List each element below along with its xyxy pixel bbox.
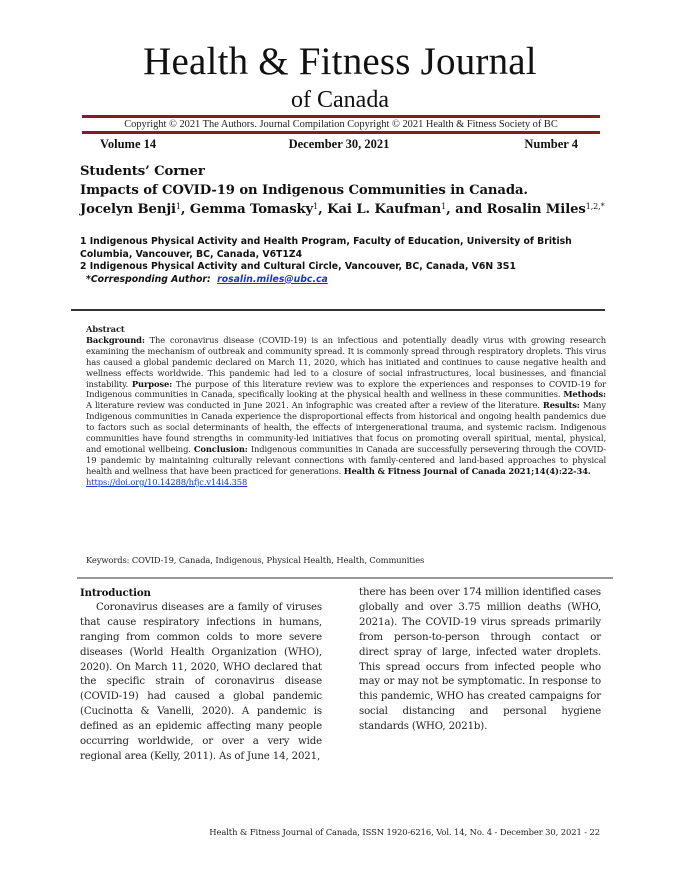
abstract bbox=[86, 324, 606, 488]
affiliation-line: 1 Indigenous Physical Activity and Health Program, Faculty of Education, University of British bbox=[80, 236, 572, 247]
background-text: The coronavirus disease (COVID-19) is an infectious and potentially deadly virus with growing research examining the mechanism of outbreak and community spread. It is commonly spread through respiratory droplets. This virus has caused a global pandemic declared on March 11, 2020, which has initiated and continues to cause negative health and wellness effects worldwide. This pandemic had led to a closure of social infrastructures, local businesses, and financial instability. bbox=[86, 334, 606, 389]
author-separator: , bbox=[318, 202, 328, 217]
page-footer: Health & Fitness Journal of Canada, ISSN 1920-6216, Vol. 14, No. 4 - December 30, 2021 - 22 bbox=[209, 827, 600, 837]
methods-label: Methods: bbox=[563, 389, 606, 400]
introduction-heading: Introduction bbox=[80, 587, 151, 599]
citation: Health & Fitness Journal of Canada 2021;14(4):22-34. bbox=[343, 465, 591, 476]
conclusion-text: Indigenous communities in Canada are successfully persevering through the COVID-19 pandemic by maintaining culturally relevant connections with family-centered and land-based approaches to physical health and wellness that have been practiced for generations. bbox=[86, 443, 606, 476]
article-title: Impacts of COVID-19 on Indigenous Communities in Canada. bbox=[80, 183, 528, 198]
issue-date: December 30, 2021 bbox=[288, 137, 390, 151]
author-affiliation-marker: 1,2,* bbox=[585, 202, 605, 211]
results-label: Results: bbox=[542, 400, 580, 411]
journal-subtitle: of Canada bbox=[291, 87, 389, 113]
affiliation-line: Columbia, Vancouver, BC, Canada, V6T1Z4 bbox=[80, 248, 303, 260]
doi-link[interactable]: https://doi.org/10.14288/hfjc.v14i4.358 bbox=[86, 476, 248, 487]
author-affiliation-marker: 1 bbox=[313, 202, 319, 211]
volume-label: Volume 14 bbox=[100, 137, 157, 151]
affiliation-line: 2 Indigenous Physical Activity and Cultural Circle, Vancouver, BC, Canada, V6N 3S1 bbox=[80, 261, 516, 273]
author-name: Jocelyn Benji bbox=[80, 202, 176, 217]
author-list bbox=[80, 200, 620, 219]
body-column-right bbox=[359, 586, 601, 735]
masthead-rule-bottom bbox=[82, 131, 600, 134]
keywords: Keywords: COVID-19, Canada, Indigenous, Physical Health, Health, Communities bbox=[86, 555, 425, 565]
body-column-left bbox=[80, 586, 322, 765]
results-text: Many Indigenous communities in Canada experience the disproportional effects from historical and ongoing health pandemics due to factors such as social determinants of health, the effects of intergenerational trauma, and systemic racism. Indigenous communities have found strengths in community-led initiatives that focus on promoting overall spiritual, mental, physical, and emotional wellbeing. bbox=[86, 400, 606, 454]
author-name: Gemma Tomasky bbox=[189, 202, 314, 217]
author-affiliation-marker: 1 bbox=[441, 202, 447, 211]
section-label: Students’ Corner bbox=[80, 164, 205, 179]
background-label: Background: bbox=[86, 334, 145, 345]
author-name: Kai L. Kaufman bbox=[327, 202, 442, 217]
copyright-line: Copyright © 2021 The Authors. Journal Compilation Copyright © 2021 Health & Fitness Society of BC bbox=[124, 119, 558, 130]
author-affiliation-marker: 1 bbox=[175, 202, 181, 211]
issue-number: Number 4 bbox=[524, 137, 578, 151]
introduction-paragraph: Coronavirus diseases are a family of viruses that cause respiratory infections in humans, ranging from common colds to more severe diseases (World Health Organization (WHO), 2020). On March 11, 2020, WHO declared that the specific strain of coronavirus disease (COVID-19) had caused a global pandemic (Cucinotta & Vanelli, 2020). A pandemic is defined as an epidemic affecting many people occurring worldwide, or over a very wide regional area (Kelly, 2011). As of June 14, 2021, bbox=[80, 601, 322, 762]
issue-info-row bbox=[100, 136, 578, 152]
article-heading bbox=[80, 162, 620, 219]
author-separator: , and bbox=[446, 202, 487, 217]
abstract-heading: Abstract bbox=[86, 324, 125, 334]
methods-text: A literature review was conducted in June 2021. An infographic was created after a review of the literature. bbox=[86, 400, 540, 411]
author-separator: , bbox=[180, 202, 190, 217]
body-divider bbox=[77, 577, 613, 579]
masthead-rule-top bbox=[82, 115, 600, 118]
corresponding-label: *Corresponding Author: bbox=[86, 273, 211, 285]
purpose-text: The purpose of this literature review was to explore the experiences and responses to COVID-19 for Indigenous communities in Canada, specifically looking at the physical health and wellness in these communities. bbox=[86, 378, 606, 400]
conclusion-label: Conclusion: bbox=[193, 443, 248, 454]
abstract-body bbox=[86, 335, 606, 488]
author-name: Rosalin Miles bbox=[486, 202, 586, 217]
introduction-paragraph-continued: there has been over 174 million identified cases globally and over 3.75 million deaths (WHO, 2021a). The COVID-19 virus spreads primarily from person-to-person through contact or direct spray of large, infected water droplets. This spread occurs from infected people who may or may not be symptomatic. In response to this pandemic, WHO has created campaigns for social distancing and personal hygiene standards (WHO, 2021b). bbox=[359, 587, 601, 733]
corresponding-author bbox=[80, 274, 620, 287]
affiliations bbox=[80, 236, 620, 286]
purpose-label: Purpose: bbox=[131, 378, 173, 389]
section-divider bbox=[71, 309, 605, 311]
corresponding-email-link[interactable]: rosalin.miles@ubc.ca bbox=[217, 273, 328, 285]
journal-title: Health & Fitness Journal bbox=[143, 40, 537, 83]
